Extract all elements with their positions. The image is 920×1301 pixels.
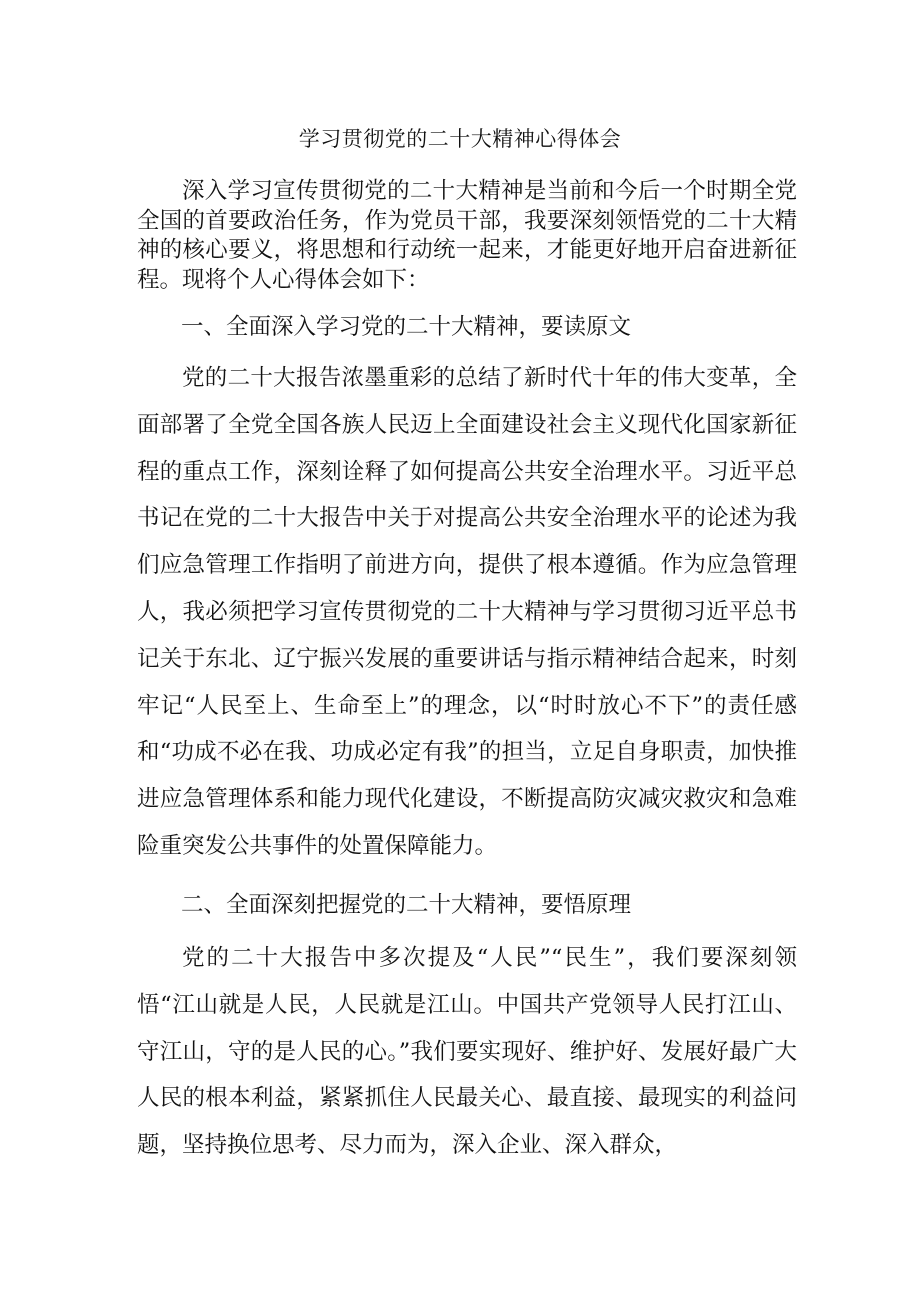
section-2-heading: 二、全面深刻把握党的二十大精神，要悟原理 (181, 892, 632, 918)
section-1-paragraph: 党的二十大报告浓墨重彩的总结了新时代十年的伟大变革，全面部署了全党全国各族人民迈上全面建设社会主义现代化国家新征程的重点工作，深刻诠释了如何提高公共安全治理水平。习近平总书记在党的二十大报告中关于对提高公共安全治理水平的论述为我们应急管理工作指明了前进方向，提供了根本遵循。作为应急管理人，我必须把学习宣传贯彻党的二十大精神与学习贯彻习近平总书记关于东北、辽宁振兴发展的重要讲话与指示精神结合起来，时刻牢记“人民至上、生命至上”的理念，以“时时放心不下”的责任感和“功成不必在我、功成必定有我”的担当，立足自身职责，加快推进应急管理体系和能力现代化建设，不断提高防灾减灾救灾和急难险重突发公共事件的处置保障能力。 (137, 365, 797, 859)
intro-paragraph: 深入学习宣传贯彻党的二十大精神是当前和今后一个时期全党全国的首要政治任务，作为党员干部，我要深刻领悟党的二十大精神的核心要义，将思想和行动统一起来，才能更好地开启奋进新征程。现将个人心得体会如下： (137, 178, 797, 293)
document-title: 学习贯彻党的二十大精神心得体会 (298, 127, 622, 151)
section-1-heading: 一、全面深入学习党的二十大精神，要读原文 (181, 314, 632, 340)
section-2-paragraph: 党的二十大报告中多次提及“人民”“民生”，我们要深刻领悟“江山就是人民，人民就是江山。中国共产党领导人民打江山、守江山，守的是人民的心。”我们要实现好、维护好、发展好最广大人民的根本利益，紧紧抓住人民最关心、最直接、最现实的利益问题，坚持换位思考、尽力而为，深入企业、深入群众， (137, 945, 797, 1159)
